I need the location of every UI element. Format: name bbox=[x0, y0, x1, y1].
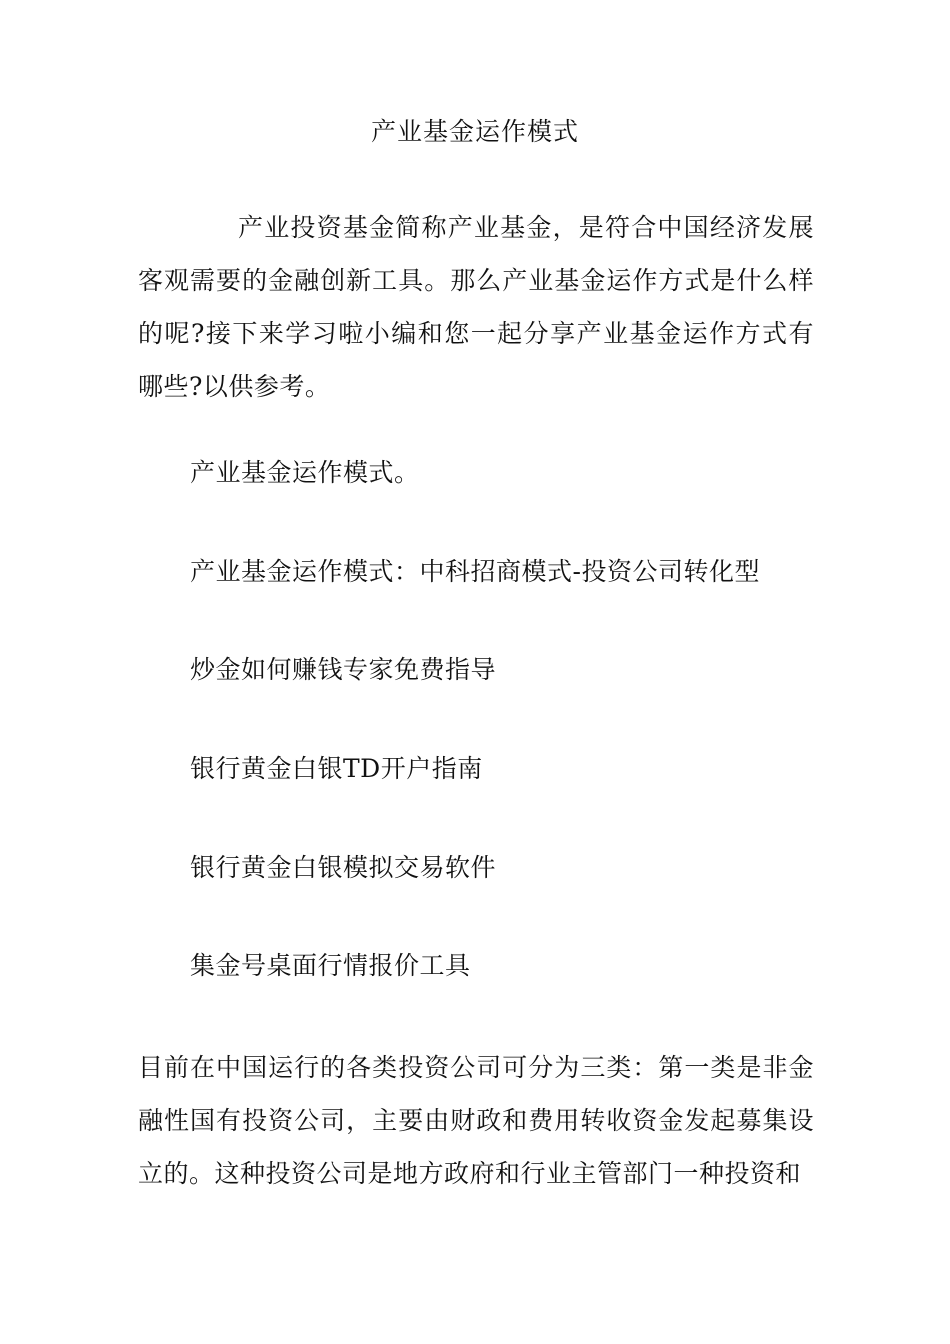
intro-paragraph: 产业投资基金简称产业基金，是符合中国经济发展客观需要的金融创新工具。那么产业基金运作方式是什么样的呢?接下来学习啦小编和您一起分享产业基金运作方式有哪些?以供参考。 bbox=[138, 213, 814, 401]
ad-line-td-account: 银行黄金白银TD开户指南 bbox=[190, 754, 483, 783]
document-title: 产业基金运作模式 bbox=[370, 117, 579, 146]
ad-line-quote-tool: 集金号桌面行情报价工具 bbox=[190, 951, 471, 980]
body-paragraph: 目前在中国运行的各类投资公司可分为三类：第一类是非金融性国有投资公司，主要由财政和费用转收资金发起募集设立的。这种投资公司是地方政府和行业主管部门一种投资和 bbox=[138, 1053, 814, 1188]
ad-line-simulated-trading: 银行黄金白银模拟交易软件 bbox=[190, 853, 497, 882]
section-heading: 产业基金运作模式。 bbox=[190, 458, 420, 487]
subsection-heading: 产业基金运作模式：中科招商模式-投资公司转化型 bbox=[190, 557, 760, 586]
ad-line-gold-guide: 炒金如何赚钱专家免费指导 bbox=[190, 655, 497, 684]
